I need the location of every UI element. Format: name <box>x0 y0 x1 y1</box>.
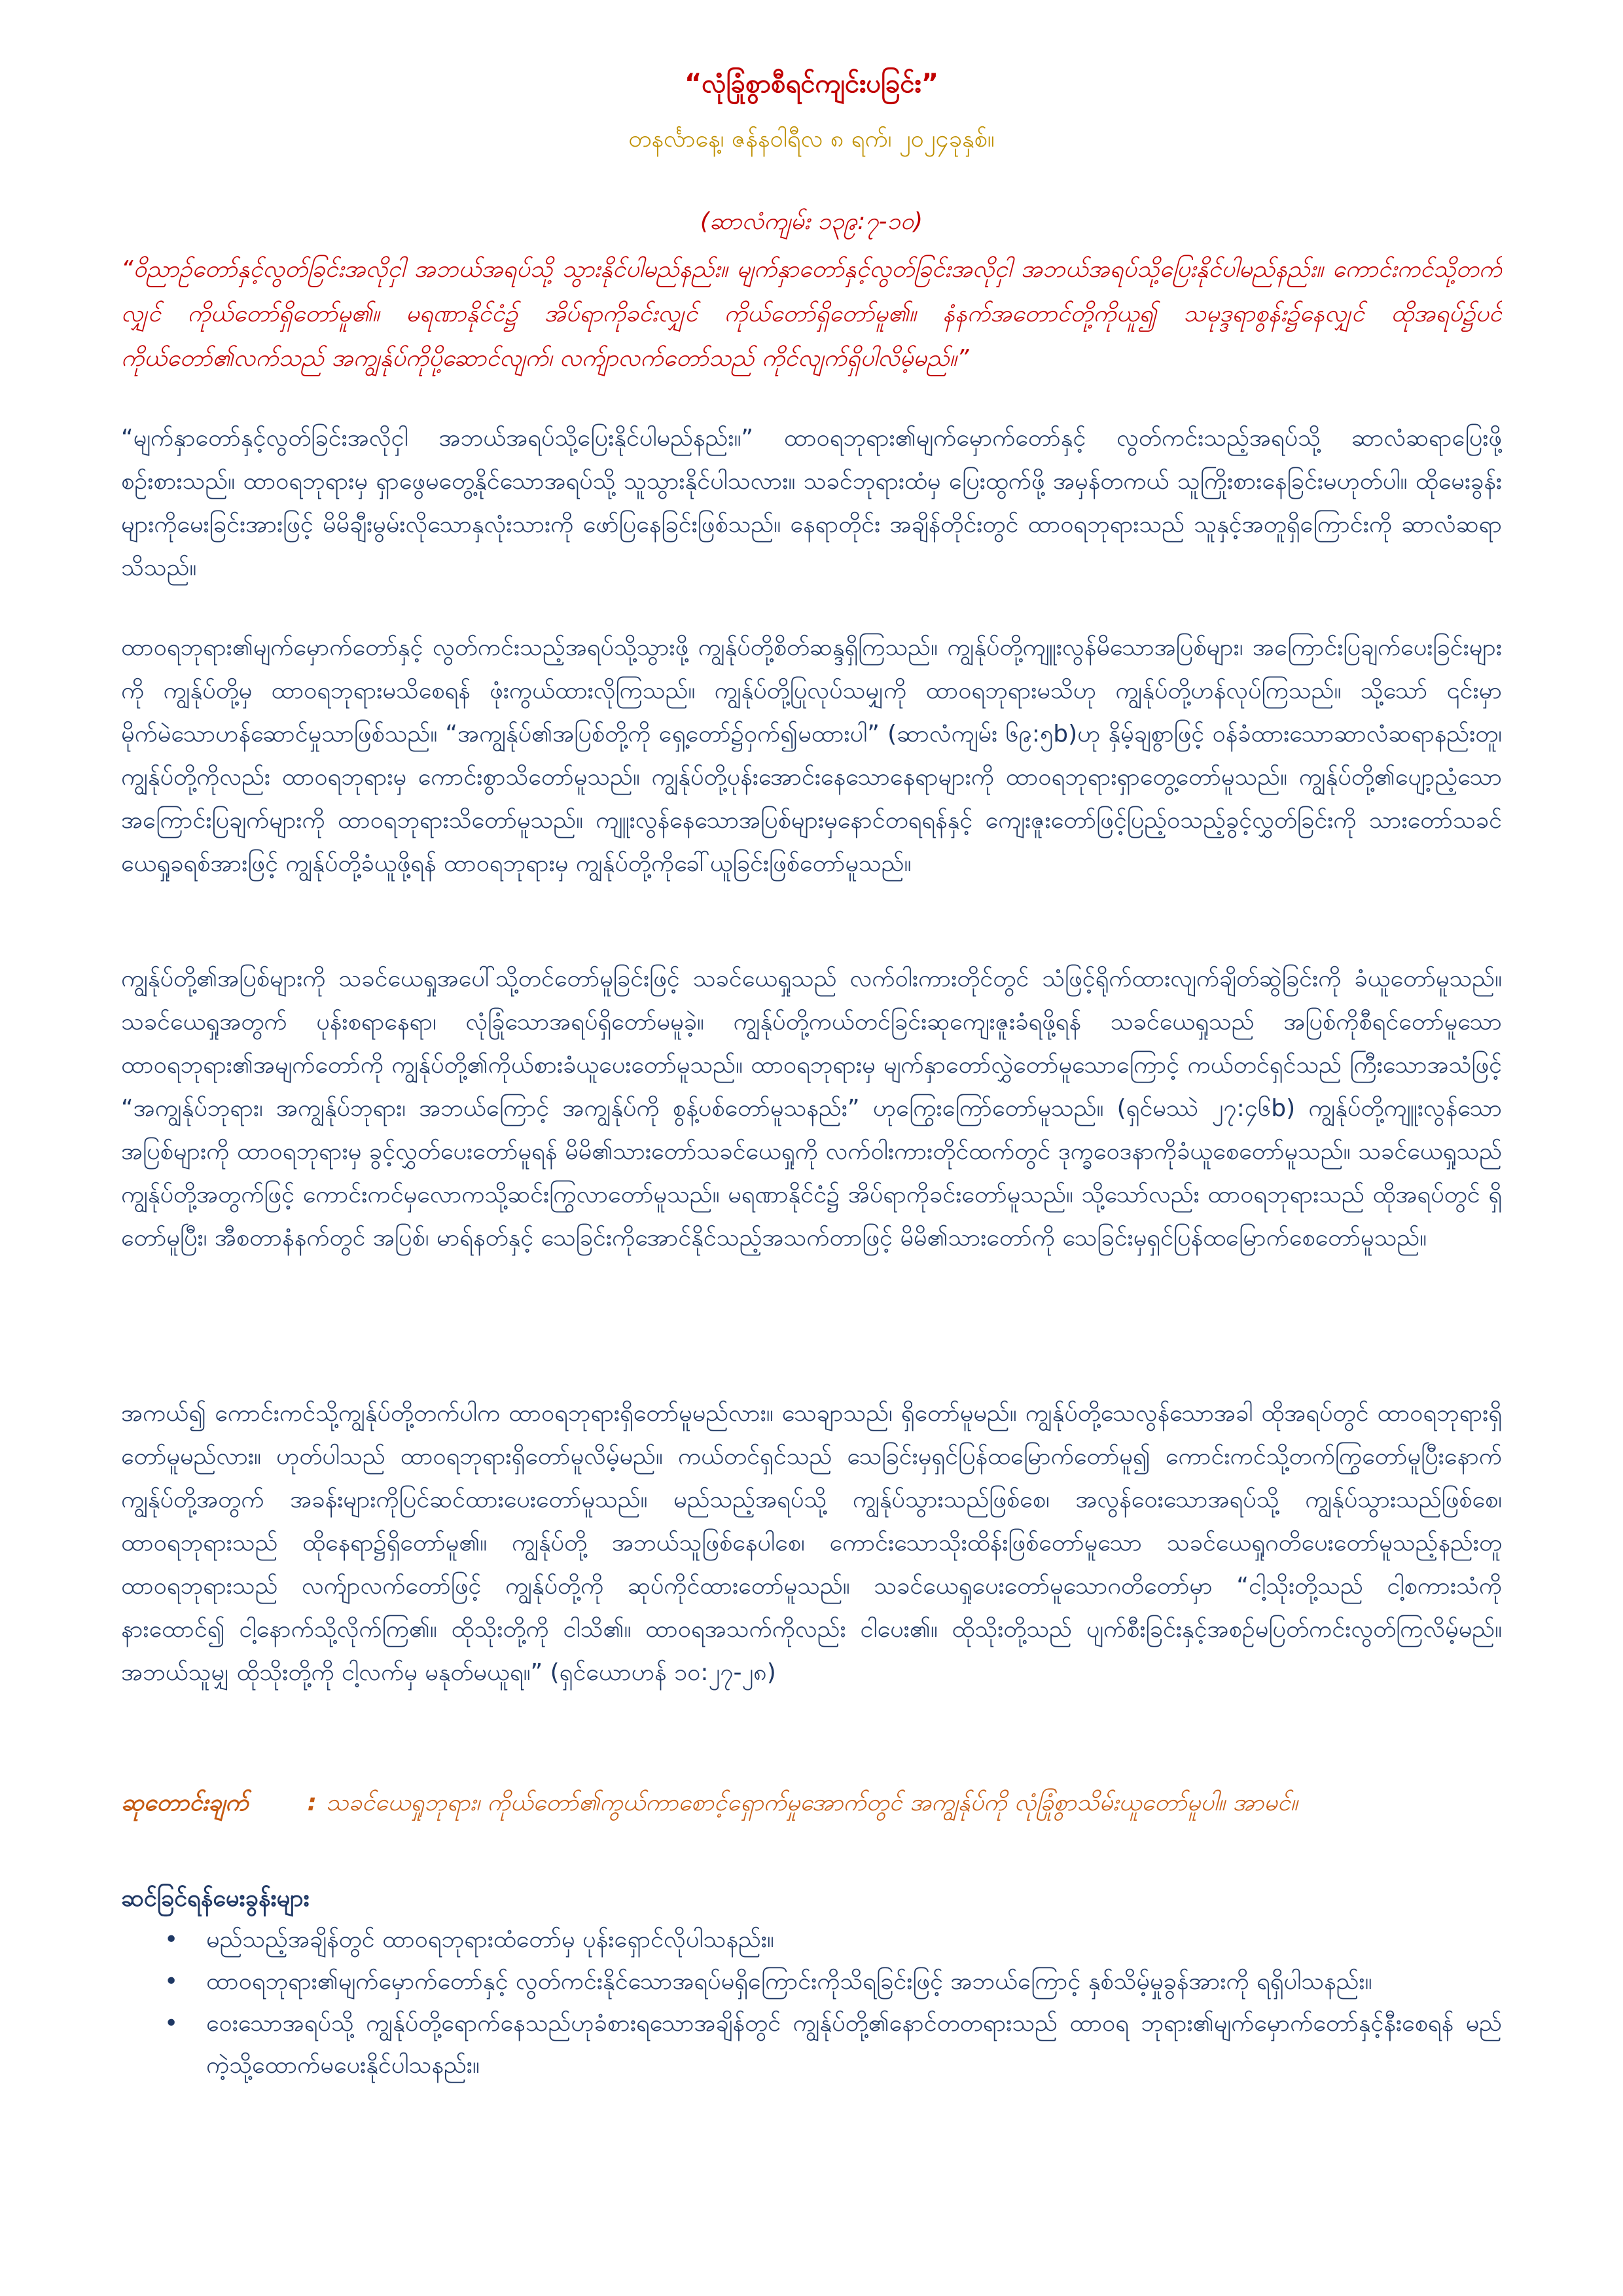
question-list <box>121 1919 1502 2087</box>
prayer <box>121 1782 1502 1827</box>
body-paragraph-4: အကယ်၍ ကောင်းကင်သို့ကျွန်ုပ်တို့တက်ပါက ထာဝရဘုရားရှိတော်မူမည်လား။ သေချာသည်၊ ရှိတော်မူမည်။ ကျွန်ုပ်တို့သေလွန်သောအခါ ထိုအရပ်တွင် ထာဝရဘုရားရှိတော်မူမည်လား။ ဟုတ်ပါသည် ထာဝရဘုရားရှိတော်မူလိမ့်မည်။ ကယ်တင်ရှင်သည် သေခြင်းမှရှင်ပြန်ထမြောက်တော်မူ၍ ကောင်းကင်သို့တက်ကြွတော်မူပြီးနောက် ကျွန်ုပ်တို့အတွက် အခန်းများကိုပြင်ဆင်ထားပေးတော်မူသည်။ မည်သည့်အရပ်သို့ ကျွန်ုပ်သွားသည်ဖြစ်စေ၊ အလွန်ဝေးသောအရပ်သို့ ကျွန်ုပ်သွားသည်ဖြစ်စေ၊ ထာဝရဘုရားသည် ထိုနေရာ၌ရှိတော်မူ၏။ ကျွန်ုပ်တို့ အဘယ်သူဖြစ်နေပါစေ၊ ကောင်းသောသိုးထိန်းဖြစ်တော်မူသော သခင်ယေရှုဂတိပေးတော်မူသည့်နည်းတူ ထာဝရဘုရားသည် လက်ျာလက်တော်ဖြင့် ကျွန်ုပ်တို့ကို ဆုပ်ကိုင်ထားတော်မူသည်။ သခင်ယေရှုပေးတော်မူသောဂတိတော်မှာ “ငါ့သိုးတို့သည် ငါ့စကားသံကိုနားထောင်၍ ငါ့နောက်သို့လိုက်ကြ၏။ ထိုသိုးတို့ကို ငါသိ၏။ ထာဝရအသက်ကိုလည်း ငါပေး၏။ ထိုသိုးတို့သည် ပျက်စီးခြင်းနှင့်အစဉ်မပြတ်ကင်းလွတ်ကြလိမ့်မည်။ အဘယ်သူမျှ ထိုသိုးတို့ကို ငါ့လက်မှ မနုတ်မယူရ။” (ရှင်ယောဟန် ၁၀:၂၇-၂၈) <box>121 1400 1502 1686</box>
question-item: • ထာဝရဘုရား၏မျက်မှောက်တော်နှင့် လွတ်ကင်းနိုင်သောအရပ်မရှိကြောင်းကိုသိရခြင်းဖြင့် အဘယ်ကြောင့် နှစ်သိမ့်မှုခွန်အားကို ရရှိပါသနည်း။ <box>121 1961 1502 2003</box>
question-item: • မည်သည့်အချိန်တွင် ထာဝရဘုရားထံတော်မှ ပုန်းရှောင်လိုပါသနည်း။ <box>121 1919 1502 1961</box>
date-line: တနင်္လာနေ့၊ ဇန်နဝါရီလ ၈ ရက်၊ ၂၀၂၄ခုနှစ်။ <box>628 126 995 152</box>
scripture-quote: “ဝိညာဉ်တော်နှင့်လွတ်ခြင်းအလိုငှါ အဘယ်အရပ်သို့ သွားနိုင်ပါမည်နည်း။ မျက်နှာတော်နှင့်လွတ်ခြင်းအလိုငှါ အဘယ်အရပ်သို့ပြေးနိုင်ပါမည်နည်း။ ကောင်းကင်သို့တက်လျှင် ကိုယ်တော်ရှိတော်မူ၏။ မရဏာနိုင်ငံ၌ အိပ်ရာကိုခင်းလျှင် ကိုယ်တော်ရှိတော်မူ၏။ နံနက်အတောင်တို့ကိုယူ၍ သမုဒ္ဒရာစွန်း၌နေလျှင် ထိုအရပ်၌ပင် ကိုယ်တော်၏လက်သည် အကျွန်ုပ်ကိုပို့ဆောင်လျက်၊ လက်ျာလက်တော်သည် ကိုင်လျက်ရှိပါလိမ့်မည်။” <box>121 256 1502 372</box>
reflection-questions <box>121 1919 1502 2142</box>
body-paragraph-1: “မျက်နှာတော်နှင့်လွတ်ခြင်းအလိုငှါ အဘယ်အရပ်သို့ပြေးနိုင်ပါမည်နည်း။” ထာဝရဘုရား၏မျက်မှောက်တော်နှင့် လွတ်ကင်းသည့်အရပ်သို့ ဆာလံဆရာပြေးဖို့စဉ်းစားသည်။ ထာဝရဘုရားမှ ရှာဖွေမတွေ့နိုင်သောအရပ်သို့ သူသွားနိုင်ပါသလား။ သခင်ဘုရားထံမှ ပြေးထွက်ဖို့ အမှန်တကယ် သူကြိုးစားနေခြင်းမဟုတ်ပါ။ ထိုမေးခွန်းများကိုမေးခြင်းအားဖြင့် မိမိချီးမွမ်းလိုသောနှလုံးသားကို ဖော်ပြနေခြင်းဖြစ်သည်။ နေရာတိုင်း အချိန်တိုင်းတွင် ထာဝရဘုရားသည် သူနှင့်အတူရှိကြောင်းကို ဆာလံဆရာသိသည်။ <box>121 425 1502 581</box>
reflection-heading: ဆင်ခြင်ရန်မေးခွန်းများ <box>121 1885 310 1912</box>
question-item: • ဝေးသောအရပ်သို့ ကျွန်ုပ်တို့ရောက်နေသည်ဟုခံစားရသောအချိန်တွင် ကျွန်ုပ်တို့၏နောင်တတရားသည် ထာဝရ ဘုရား၏မျက်မှောက်တော်နှင့်နီးစေရန် မည်ကဲ့သို့ထောက်မပေးနိုင်ပါသနည်း။ <box>121 2003 1502 2087</box>
prayer-label: ဆုတောင်းချက် <box>121 1789 249 1816</box>
page-title: “လုံခြုံစွာစီရင်ကျင်းပခြင်း” <box>684 69 939 99</box>
scripture-reference: (ဆာလံကျမ်း ၁၃၉:၇-၁၀) <box>700 208 923 235</box>
prayer-text: သခင်ယေရှုဘုရား၊ ကိုယ်တော်၏ကွယ်ကာစောင့်ရှောက်မှုအောက်တွင် အကျွန်ုပ်ကို လုံခြုံစွာသိမ်းယူတော်မူပါ။ အာမင်။ <box>325 1789 1298 1816</box>
body-paragraph-2: ထာဝရဘုရား၏မျက်မှောက်တော်နှင့် လွတ်ကင်းသည့်အရပ်သို့သွားဖို့ ကျွန်ုပ်တို့စိတ်ဆန္ဒရှိကြသည်။ ကျွန်ုပ်တို့ကျူးလွန်မိသောအပြစ်များ၊ အကြောင်းပြချက်ပေးခြင်းများကို ကျွန်ုပ်တို့မှ ထာဝရဘုရားမသိစေရန် ဖုံးကွယ်ထားလိုကြသည်။ ကျွန်ုပ်တို့ပြုလုပ်သမျှကို ထာဝရဘုရားမသိဟု ကျွန်ုပ်တို့ဟန်လုပ်ကြသည်။ သို့သော် ၎င်းမှာ မိုက်မဲသောဟန်ဆောင်မှုသာဖြစ်သည်။ “အကျွန်ုပ်၏အပြစ်တို့ကို ရှေ့တော်၌ဝှက်၍မထားပါ” (ဆာလံကျမ်း ၆၉:၅b)ဟု နှိမ့်ချစွာဖြင့် ဝန်ခံထားသောဆာလံဆရာနည်းတူ၊ ကျွန်ုပ်တို့ကိုလည်း ထာဝရဘုရားမှ ကောင်းစွာသိတော်မူသည်။ ကျွန်ုပ်တို့ပုန်းအောင်းနေသောနေရာများကို ထာဝရဘုရားရှာတွေ့တော်မူသည်။ ကျွန်ုပ်တို့၏ပျော့ညံ့သောအကြောင်းပြချက်များကို ထာဝရဘုရားသိတော်မူသည်။ ကျူးလွန်နေသောအပြစ်များမှနောင်တရရန်နှင့် ကျေးဇူးတော်ဖြင့်ပြည့်ဝသည့်ခွင့်လွှတ်ခြင်းကို သားတော်သခင်ယေရှုခရစ်အားဖြင့် ကျွန်ုပ်တို့ခံယူဖို့ရန် ထာဝရဘုရားမှ ကျွန်ုပ်တို့ကိုခေါ်ယူခြင်းဖြစ်တော်မူသည်။ <box>121 634 1502 877</box>
body-paragraph-3: ကျွန်ုပ်တို့၏အပြစ်များကို သခင်ယေရှုအပေါ်သို့တင်တော်မူခြင်းဖြင့် သခင်ယေရှုသည် လက်ဝါးကားတိုင်တွင် သံဖြင့်ရိုက်ထားလျက်ချိတ်ဆွဲခြင်းကို ခံယူတော်မူသည်။ သခင်ယေရှုအတွက် ပုန်းစရာနေရာ၊ လုံခြုံသောအရပ်ရှိတော်မမူခဲ့။ ကျွန်ုပ်တို့ကယ်တင်ခြင်းဆုကျေးဇူးခံရဖို့ရန် သခင်ယေရှုသည် အပြစ်ကိုစီရင်တော်မူသော ထာဝရဘုရား၏အမျက်တော်ကို ကျွန်ုပ်တို့၏ကိုယ်စားခံယူပေးတော်မူသည်။ ထာဝရဘုရားမှ မျက်နှာတော်လွှဲတော်မူသောကြောင့် ကယ်တင်ရှင်သည် ကြီးသောအသံဖြင့် “အကျွန်ုပ်ဘုရား၊ အကျွန်ုပ်ဘုရား၊ အဘယ်ကြောင့် အကျွန်ုပ်ကို စွန့်ပစ်တော်မူသနည်း” ဟုကြွေးကြော်တော်မူသည်။ (ရှင်မဿဲ ၂၇:၄၆b) ကျွန်ုပ်တို့ကျူးလွန်သောအပြစ်များကို ထာဝရဘုရားမှ ခွင့်လွှတ်ပေးတော်မူရန် မိမိ၏သားတော်သခင်ယေရှုကို လက်ဝါးကားတိုင်ထက်တွင် ဒုက္ခဝေဒနာကိုခံယူစေတော်မူသည်။ သခင်ယေရှုသည် ကျွန်ုပ်တို့အတွက်ဖြင့် ကောင်းကင်မှလောကသို့ဆင်းကြွလာတော်မူသည်။ မရဏာနိုင်ငံ၌ အိပ်ရာကိုခင်းတော်မူသည်။ သို့သော်လည်း ထာဝရဘုရားသည် ထိုအရပ်တွင် ရှိတော်မူပြီး၊ အီစတာနံနက်တွင် အပြစ်၊ မာရ်နတ်နှင့် သေခြင်းကိုအောင်နိုင်သည့်အသက်တာဖြင့် မိမိ၏သားတော်ကို သေခြင်းမှရှင်ပြန်ထမြောက်စေတော်မူသည်။ <box>121 965 1502 1251</box>
prayer-separator: : <box>307 1789 317 1816</box>
